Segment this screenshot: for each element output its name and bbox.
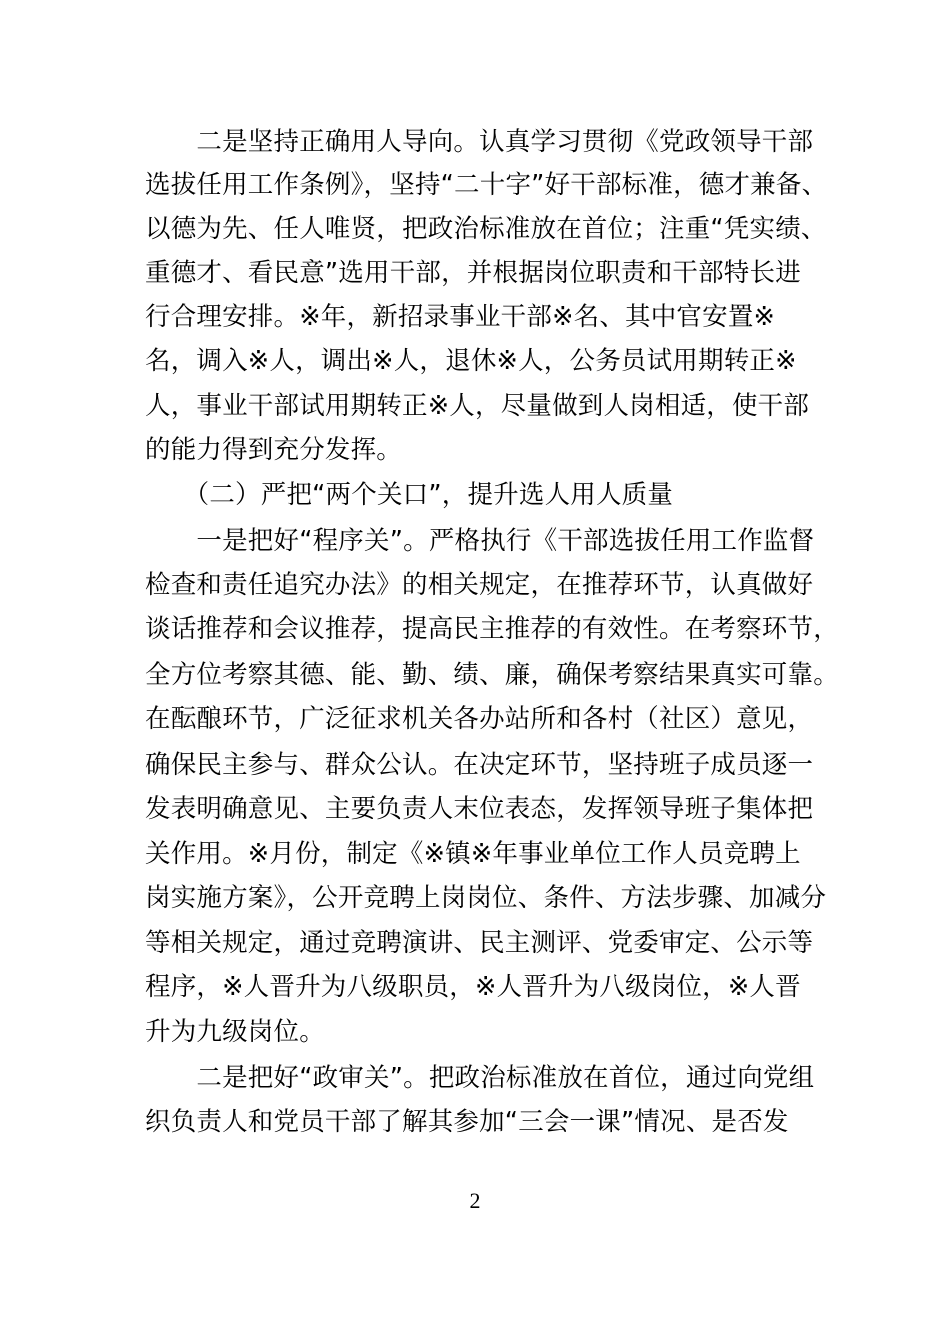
text-line: 行合理安排。※年，新招录事业干部※名、其中官安置※ bbox=[145, 302, 776, 332]
text-line: 二是把好“政审关”。把政治标准放在首位，通过向党组 bbox=[145, 1063, 815, 1093]
text-line: 选拔任用工作条例》，坚持“二十字”好干部标准，德才兼备、 bbox=[145, 170, 828, 200]
text-line: 的能力得到充分发挥。 bbox=[145, 435, 403, 465]
page-number: 2 bbox=[469, 1188, 481, 1213]
text-line: 谈话推荐和会议推荐，提高民主推荐的有效性。在考察环节， bbox=[145, 614, 839, 644]
text-line: 人，事业干部试用期转正※人，尽量做到人岗相适，使干部 bbox=[145, 391, 810, 421]
text-line: 二是坚持正确用人导向。认真学习贯彻《党政领导干部 bbox=[145, 127, 814, 157]
text-line: 重德才、看民意”选用干部，并根据岗位职责和干部特长进 bbox=[145, 258, 801, 288]
text-line: 等相关规定，通过竞聘演讲、民主测评、党委审定、公示等 bbox=[145, 928, 814, 958]
section-heading: （二）严把“两个关口”，提升选人用人质量 bbox=[145, 480, 674, 510]
text-line: 检查和责任追究办法》的相关规定，在推荐环节，认真做好 bbox=[145, 570, 814, 600]
text-line: 在酝酿环节，广泛征求机关各办站所和各村（社区）意见， bbox=[145, 704, 814, 734]
text-line: 织负责人和党员干部了解其参加“三会一课”情况、是否发 bbox=[145, 1107, 789, 1137]
text-line: 升为九级岗位。 bbox=[145, 1017, 325, 1047]
text-line: 关作用。※月份，制定《※镇※年事业单位工作人员竞聘上 bbox=[145, 839, 801, 869]
text-line: 岗实施方案》，公开竞聘上岗岗位、条件、方法步骤、加减分 bbox=[145, 883, 827, 913]
text-line: 一是把好“程序关”。严格执行《干部选拔任用工作监督 bbox=[145, 526, 815, 556]
text-line: 程序，※人晋升为八级职员，※人晋升为八级岗位，※人晋 bbox=[145, 972, 801, 1002]
text-line: 确保民主参与、群众公认。在决定环节，坚持班子成员逐一 bbox=[145, 750, 814, 780]
text-line: 全方位考察其德、能、勤、绩、廉，确保考察结果真实可靠。 bbox=[145, 660, 839, 690]
text-line: 以德为先、任人唯贤，把政治标准放在首位；注重“凭实绩、 bbox=[145, 214, 827, 244]
text-line: 名，调入※人，调出※人，退休※人，公务员试用期转正※ bbox=[145, 346, 797, 376]
text-line: 发表明确意见、主要负责人末位表态，发挥领导班子集体把 bbox=[145, 794, 814, 824]
